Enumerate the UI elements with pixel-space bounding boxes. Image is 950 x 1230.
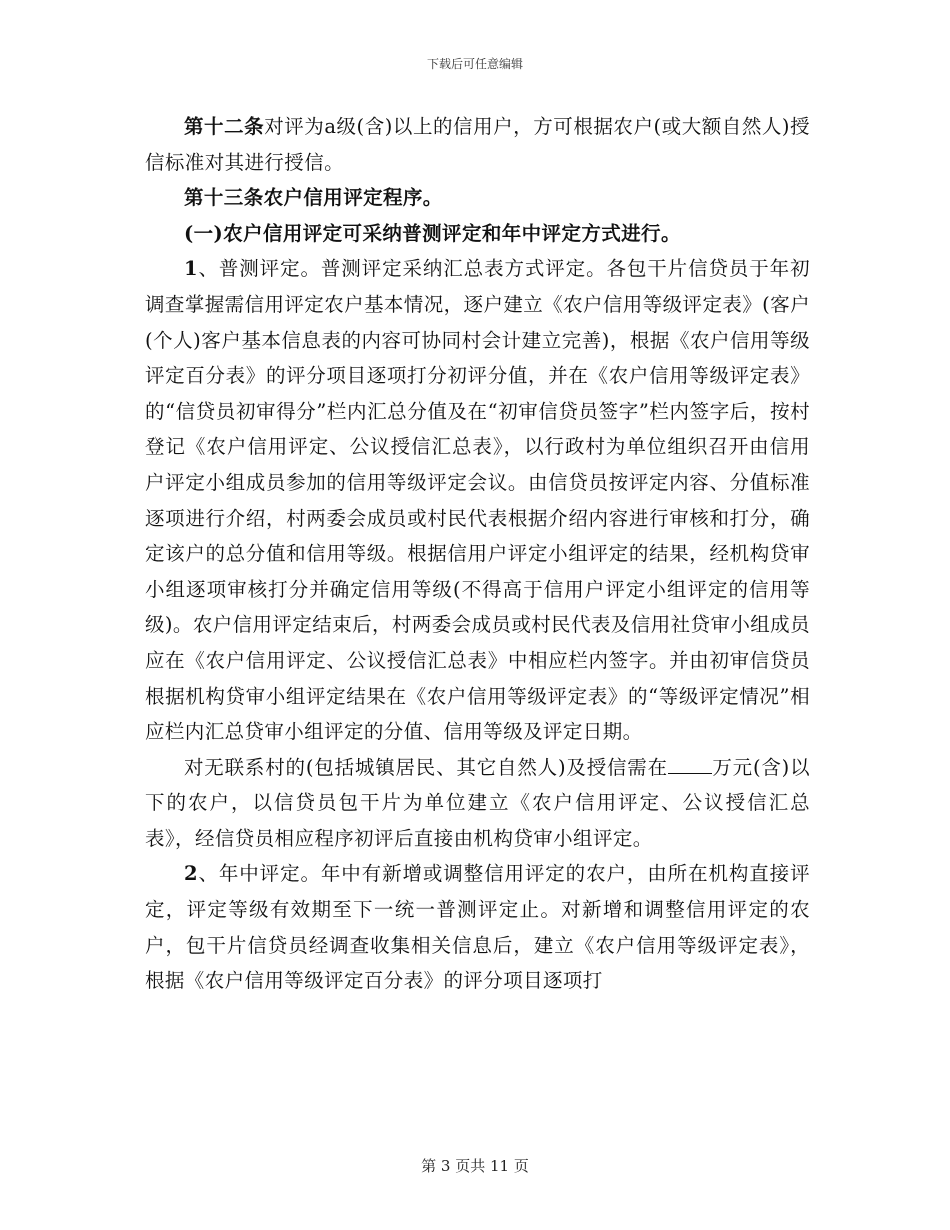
census-evaluation-paragraph — [145, 251, 810, 749]
article-13-heading: 第十三条农户信用评定程序。 — [184, 186, 443, 210]
article-12-heading: 第十二条 — [184, 115, 265, 138]
page-number-footer: 第 3 页共 11 页 — [421, 1157, 529, 1175]
midyear-evaluation-paragraph — [145, 856, 810, 998]
unaffiliated-village-paragraph — [145, 750, 810, 857]
article-12-text: 对评为a级(含)以上的信用户，方可根据农户(或大额自然人)授信标准对其进行授信。 — [145, 115, 810, 174]
article-12-paragraph — [145, 109, 810, 180]
unaffiliated-text-before: 对无联系村的(包括城镇居民、其它自然人)及授信需在 — [184, 755, 668, 779]
unaffiliated-text-after: 万元(含)以下的农户，以信贷员包干片为单位建立《农户信用评定、公议授信汇总表》，经信贷员相应程序初评后直接由机构贷审小组评定。 — [145, 755, 811, 850]
midyear-evaluation-text: 、年中评定。年中有新增或调整信用评定的农户，由所在机构直接评定，评定等级有效期至下一统一普测评定止。对新增和调整信用评定的农户，包干片信贷员经调查收集相关信息后，建立《农户信用等级评定表》，根据《农户信用等级评定百分表》的评分项目逐项打 — [145, 862, 810, 993]
page-header-note: 下载后可任意编辑 — [426, 57, 523, 71]
amount-blank-line — [668, 755, 712, 774]
document-body — [145, 109, 810, 999]
census-evaluation-text: 、普测评定。普测评定采纳汇总表方式评定。各包干片信贷员于年初调查掌握需信用评定农户基本情况，逐户建立《农户信用等级评定表》(客户(个人)客户基本信息表的内容可协同村会计建立完善)，根据《农户信用等级评定百分表》的评分项目逐项打分初评分值，并在《农户信用等级评定表》的“信贷员初审得分”栏内汇总分值及在“初审信贷员签字”栏内签字后，按村登记《农户信用评定、公议授信汇总表》，以行政村为单位组织召开由信用户评定小组成员参加的信用等级评定会议。由信贷员按评定内容、分值标准逐项进行介绍，村两委会成员或村民代表根据介绍内容进行审核和打分，确定该户的总分值和信用等级。根据信用户评定小组评定的结果，经机构贷审小组逐项审核打分并确定信用等级(不得高于信用户评定小组评定的信用等级)。农户信用评定结束后，村两委会成员或村民代表及信用社贷审小组成员应在《农户信用评定、公议授信汇总表》中相应栏内签字。并由初审信贷员根据机构贷审小组评定结果在《农户信用等级评定表》的“等级评定情况”相应栏内汇总贷审小组评定的分值、信用等级及评定日期。 — [145, 257, 810, 744]
census-evaluation-number: 1 — [184, 257, 198, 281]
section-1-heading: (一)农户信用评定可采纳普测评定和年中评定方式进行。 — [184, 221, 681, 245]
midyear-evaluation-number: 2 — [184, 862, 198, 886]
